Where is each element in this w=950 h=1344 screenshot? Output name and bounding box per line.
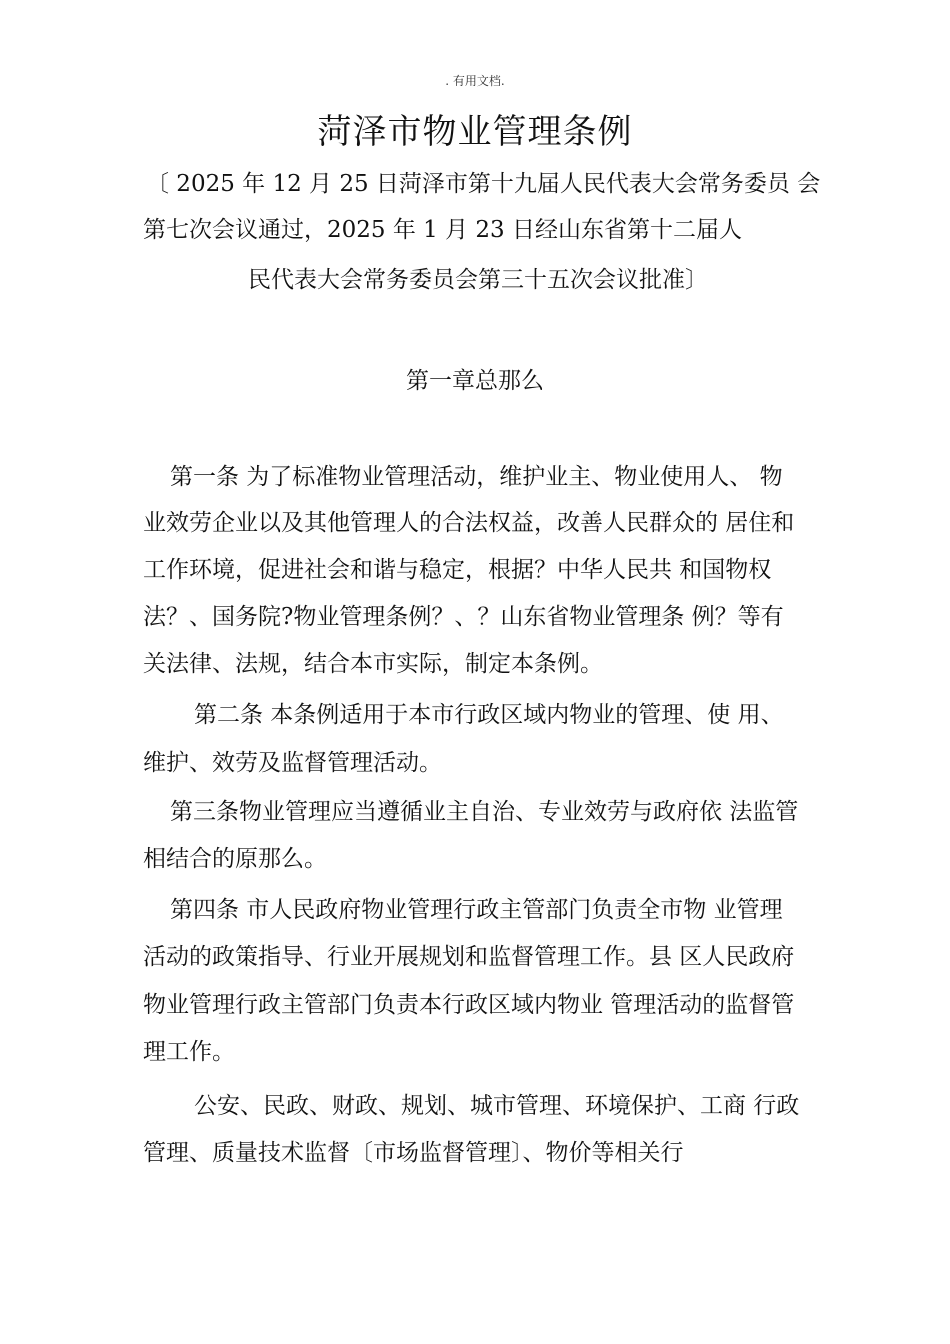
- body-line: 业效劳企业以及其他管理人的合法权益，改善人民群众的 居住和: [143, 510, 795, 536]
- body-line: 第一条 为了标准物业管理活动，维护业主、物业使用人、 物: [170, 464, 783, 490]
- body-line: 第四条 市人民政府物业管理行政主管部门负责全市物 业管理: [170, 897, 783, 923]
- body-line: 工作环境，促进社会和谐与稳定，根据？中华人民共 和国物权: [143, 557, 772, 583]
- body-line: 相结合的原那么。: [143, 846, 327, 872]
- body-line: 法？、国务院?物业管理条例？、？山东省物业管理条 例？等有: [143, 604, 784, 630]
- chapter-title: 第一章总那么: [406, 368, 544, 394]
- body-line: 理工作。: [143, 1039, 235, 1065]
- body-line: 维护、效劳及监督管理活动。: [143, 750, 442, 776]
- body-line: 第二条 本条例适用于本市行政区域内物业的管理、使 用、: [194, 702, 784, 728]
- header-note: . 有用文档.: [445, 74, 505, 88]
- preamble-line: 民代表大会常务委员会第三十五次会议批准〕: [248, 267, 708, 293]
- preamble-line: 〔 2025 年 12 月 25 日菏泽市第十九届人民代表大会常务委员 会: [146, 171, 821, 197]
- preamble-line: 第七次会议通过，2025 年 1 月 23 日经山东省第十二届人: [143, 217, 742, 243]
- document-title: 菏泽市物业管理条例: [317, 112, 633, 152]
- body-line: 管理、质量技术监督〔市场监督管理〕、物价等相关行: [143, 1140, 684, 1166]
- body-line: 公安、民政、财政、规划、城市管理、环境保护、工商 行政: [194, 1093, 800, 1119]
- body-line: 第三条物业管理应当遵循业主自治、专业效劳与政府依 法监管: [170, 799, 799, 825]
- body-line: 关法律、法规，结合本市实际，制定本条例。: [143, 651, 603, 677]
- body-line: 活动的政策指导、行业开展规划和监督管理工作。县 区人民政府: [143, 944, 795, 970]
- body-line: 物业管理行政主管部门负责本行政区域内物业 管理活动的监督管: [143, 992, 795, 1018]
